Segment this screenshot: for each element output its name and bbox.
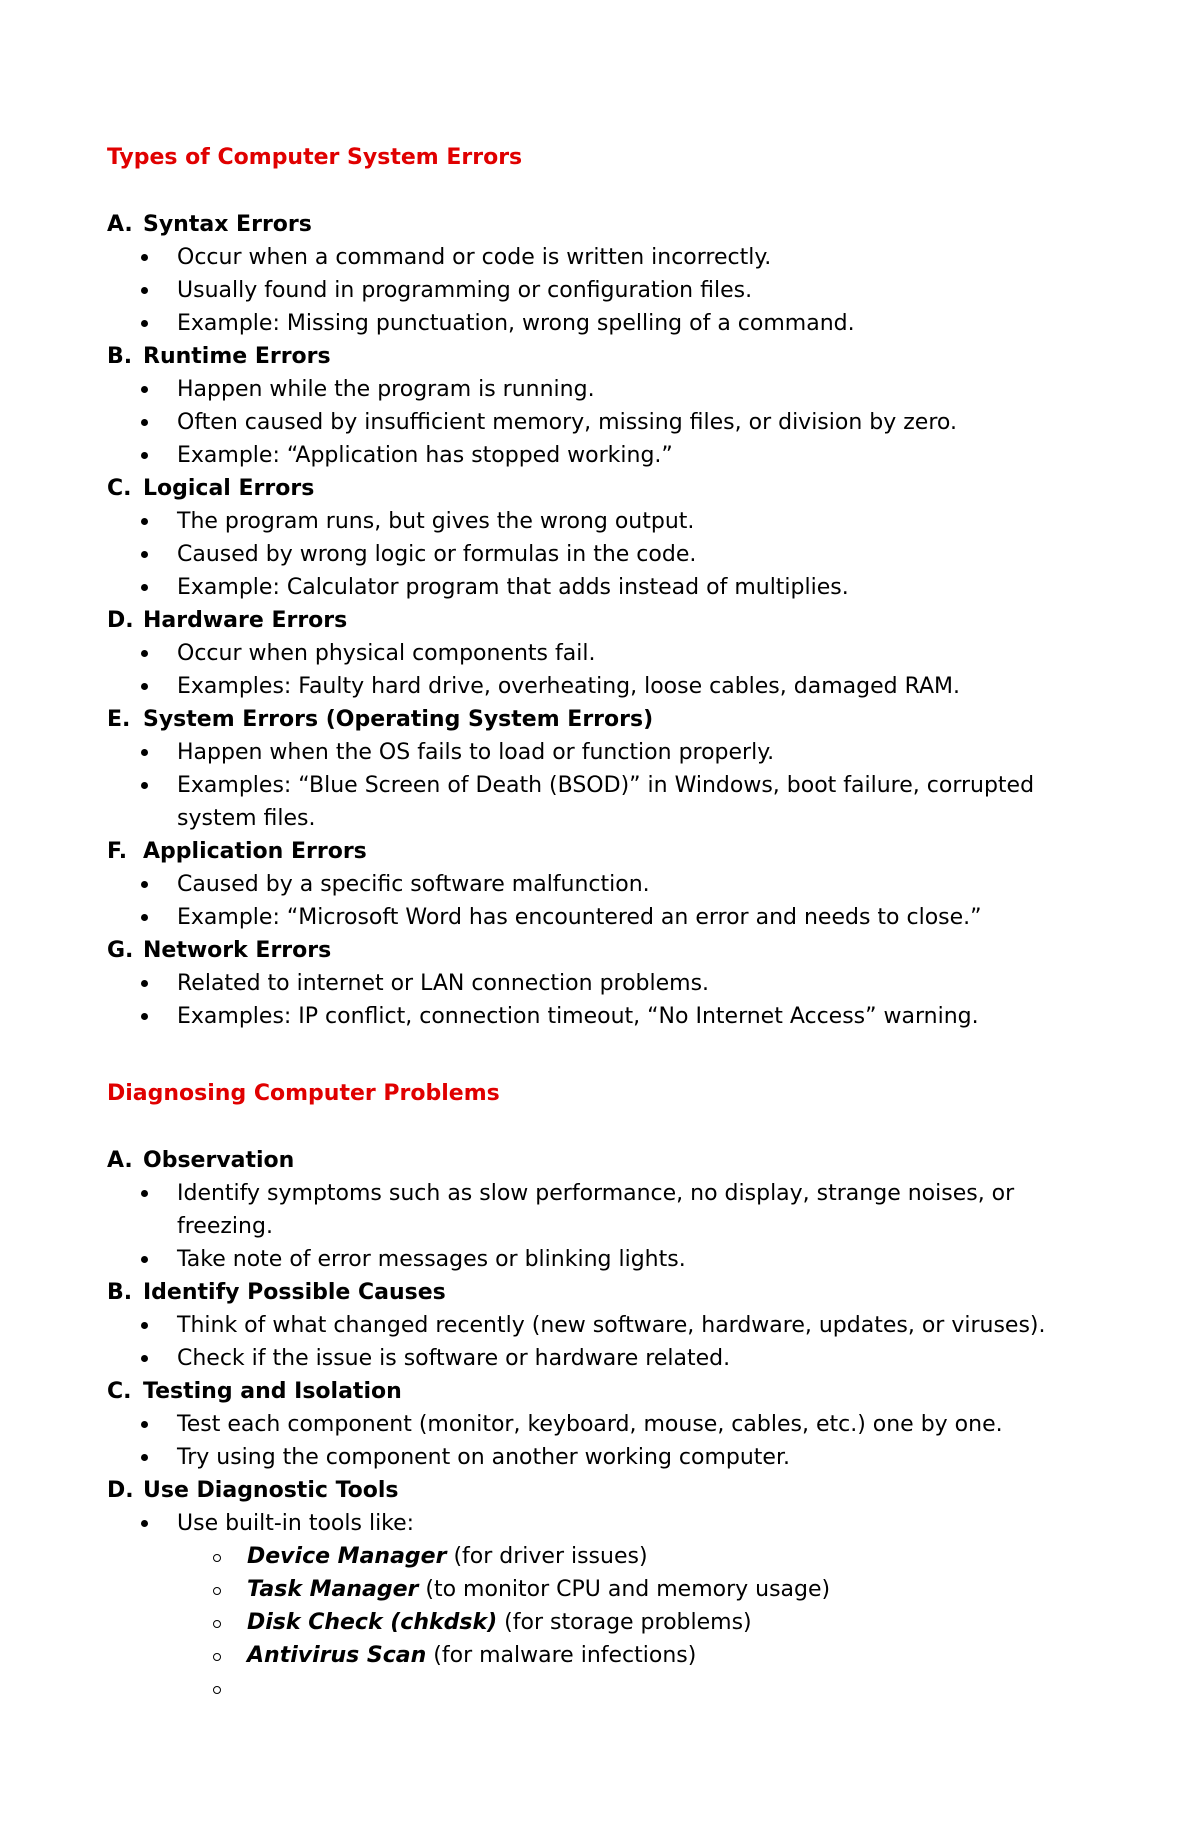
tool-name: Task Manager	[247, 1577, 419, 1602]
item-heading	[107, 703, 1107, 736]
item-heading	[107, 934, 1107, 967]
list-item-text: Try using the component on another working computer.	[177, 1445, 790, 1470]
errors-item-e	[107, 703, 1107, 835]
item-heading-text: Runtime Errors	[143, 344, 331, 369]
bullet-list	[107, 868, 1107, 934]
item-heading-text: Syntax Errors	[143, 212, 312, 237]
tool-description: (for storage problems)	[497, 1610, 752, 1635]
spacer	[107, 1110, 1107, 1144]
bullet-icon	[141, 419, 148, 426]
list-item-text: The program runs, but gives the wrong output.	[177, 509, 695, 534]
bullet-icon	[141, 1355, 148, 1362]
tool-item	[247, 1540, 1107, 1573]
list-item-text: Occur when physical components fail.	[177, 641, 596, 666]
list-item	[177, 538, 1107, 571]
tool-name: Antivirus Scan	[247, 1643, 427, 1668]
list-item	[177, 736, 1107, 769]
item-heading	[107, 1375, 1107, 1408]
item-heading	[107, 604, 1107, 637]
list-item	[177, 901, 1107, 934]
errors-item-g	[107, 934, 1107, 1033]
circle-bullet-icon	[213, 1554, 221, 1562]
bullet-icon	[141, 287, 148, 294]
bullet-icon	[141, 452, 148, 459]
bullet-list	[107, 505, 1107, 604]
item-letter: B.	[107, 1280, 133, 1305]
bullet-icon	[141, 320, 148, 327]
item-heading	[107, 208, 1107, 241]
diagnosing-item-d	[107, 1474, 1107, 1705]
list-item	[177, 505, 1107, 538]
bullet-icon	[141, 518, 148, 525]
list-item-text: Example: Calculator program that adds instead of multiplies.	[177, 575, 849, 600]
bullet-list	[107, 1507, 1107, 1705]
tool-item-empty	[247, 1672, 1107, 1705]
bullet-icon	[141, 1322, 148, 1329]
list-item-text: Caused by wrong logic or formulas in the code.	[177, 542, 697, 567]
errors-item-b	[107, 340, 1107, 472]
item-letter: E.	[107, 707, 131, 732]
bullet-icon	[141, 386, 148, 393]
item-heading-text: Testing and Isolation	[143, 1379, 402, 1404]
diagnosing-item-c	[107, 1375, 1107, 1474]
list-item-text: Take note of error messages or blinking lights.	[177, 1247, 686, 1272]
item-heading-text: Use Diagnostic Tools	[143, 1478, 399, 1503]
list-item-text: Use built-in tools like:	[177, 1511, 415, 1536]
errors-item-c	[107, 472, 1107, 604]
item-letter: G.	[107, 938, 134, 963]
bullet-icon	[141, 584, 148, 591]
list-item-text: Occur when a command or code is written incorrectly.	[177, 245, 772, 270]
list-item-text: Happen while the program is running.	[177, 377, 595, 402]
diagnosing-section-title: Diagnosing Computer Problems	[107, 1081, 500, 1106]
item-heading-text: System Errors (Operating System Errors)	[143, 707, 654, 732]
list-item-text: Often caused by insufficient memory, missing files, or division by zero.	[177, 410, 957, 435]
list-item-text: Think of what changed recently (new software, hardware, updates, or viruses).	[177, 1313, 1046, 1338]
list-item-text: Example: “Microsoft Word has encountered an error and needs to close.”	[177, 905, 982, 930]
list-item	[177, 868, 1107, 901]
bullet-icon	[141, 1520, 148, 1527]
bullet-icon	[141, 749, 148, 756]
list-item-text: Caused by a specific software malfunction.	[177, 872, 650, 897]
list-item	[177, 1177, 1107, 1243]
diagnosing-item-a	[107, 1144, 1107, 1276]
item-heading-text: Hardware Errors	[143, 608, 348, 633]
bullet-icon	[141, 650, 148, 657]
item-heading	[107, 1474, 1107, 1507]
item-heading	[107, 1276, 1107, 1309]
tool-item	[247, 1639, 1107, 1672]
errors-item-d	[107, 604, 1107, 703]
bullet-list	[107, 373, 1107, 472]
list-item	[177, 637, 1107, 670]
bullet-icon	[141, 1013, 148, 1020]
list-item	[177, 439, 1107, 472]
list-item	[177, 967, 1107, 1000]
item-letter: A.	[107, 212, 133, 237]
bullet-icon	[141, 254, 148, 261]
spacer	[107, 174, 1107, 208]
list-item	[177, 769, 1107, 835]
list-item-text: Examples: Faulty hard drive, overheating, loose cables, damaged RAM.	[177, 674, 960, 699]
bullet-icon	[141, 980, 148, 987]
item-letter: C.	[107, 476, 132, 501]
item-letter: F.	[107, 839, 128, 864]
tool-item	[247, 1573, 1107, 1606]
diagnosing-item-b	[107, 1276, 1107, 1375]
bullet-icon	[141, 551, 148, 558]
errors-item-a	[107, 208, 1107, 340]
document-content	[107, 142, 1107, 1705]
list-item-text: Usually found in programming or configuration files.	[177, 278, 753, 303]
bullet-icon	[141, 1454, 148, 1461]
tools-list	[177, 1540, 1107, 1705]
spacer	[107, 1033, 1107, 1078]
list-item	[177, 307, 1107, 340]
tool-description: (to monitor CPU and memory usage)	[418, 1577, 831, 1602]
tool-name: Disk Check (chkdsk)	[247, 1610, 498, 1635]
bullet-icon	[141, 1256, 148, 1263]
item-letter: D.	[107, 608, 134, 633]
bullet-icon	[141, 914, 148, 921]
list-item	[177, 1507, 1107, 1705]
bullet-list	[107, 736, 1107, 835]
list-item-text: Example: “Application has stopped working.”	[177, 443, 673, 468]
list-item	[177, 1342, 1107, 1375]
list-item-text: Examples: “Blue Screen of Death (BSOD)” in Windows, boot failure, corrupted system files.	[177, 773, 1035, 831]
tool-name: Device Manager	[247, 1544, 447, 1569]
list-item-text: Example: Missing punctuation, wrong spelling of a command.	[177, 311, 855, 336]
list-item-text: Check if the issue is software or hardware related.	[177, 1346, 731, 1371]
circle-bullet-icon	[213, 1653, 221, 1661]
bullet-list	[107, 241, 1107, 340]
item-heading-text: Network Errors	[143, 938, 332, 963]
list-item	[177, 1000, 1107, 1033]
circle-bullet-icon	[213, 1587, 221, 1595]
circle-bullet-icon	[213, 1620, 221, 1628]
bullet-list	[107, 1408, 1107, 1474]
errors-item-f	[107, 835, 1107, 934]
list-item-text: Examples: IP conflict, connection timeout, “No Internet Access” warning.	[177, 1004, 979, 1029]
list-item-text: Test each component (monitor, keyboard, mouse, cables, etc.) one by one.	[177, 1412, 1003, 1437]
bullet-icon	[141, 881, 148, 888]
list-item	[177, 1441, 1107, 1474]
item-letter: B.	[107, 344, 133, 369]
item-heading	[107, 1144, 1107, 1177]
tool-description: (for malware infections)	[426, 1643, 697, 1668]
list-item	[177, 670, 1107, 703]
bullet-list	[107, 967, 1107, 1033]
list-item	[177, 1309, 1107, 1342]
item-heading-text: Application Errors	[143, 839, 367, 864]
bullet-icon	[141, 1190, 148, 1197]
item-letter: A.	[107, 1148, 133, 1173]
list-item	[177, 1408, 1107, 1441]
list-item-text: Happen when the OS fails to load or function properly.	[177, 740, 775, 765]
list-item-text: Identify symptoms such as slow performance, no display, strange noises, or freezing.	[177, 1181, 1015, 1239]
item-heading	[107, 835, 1107, 868]
bullet-list	[107, 637, 1107, 703]
item-letter: C.	[107, 1379, 132, 1404]
list-item	[177, 571, 1107, 604]
list-item-text: Related to internet or LAN connection problems.	[177, 971, 710, 996]
bullet-list	[107, 1309, 1107, 1375]
bullet-icon	[141, 782, 148, 789]
list-item	[177, 241, 1107, 274]
list-item	[177, 274, 1107, 307]
item-letter: D.	[107, 1478, 134, 1503]
item-heading	[107, 340, 1107, 373]
item-heading-text: Observation	[143, 1148, 295, 1173]
item-heading-text: Logical Errors	[143, 476, 315, 501]
item-heading	[107, 472, 1107, 505]
bullet-list	[107, 1177, 1107, 1276]
list-item	[177, 1243, 1107, 1276]
bullet-icon	[141, 1421, 148, 1428]
tool-description: (for driver issues)	[446, 1544, 648, 1569]
list-item	[177, 373, 1107, 406]
list-item	[177, 406, 1107, 439]
circle-bullet-icon	[213, 1686, 221, 1694]
tool-item	[247, 1606, 1107, 1639]
bullet-icon	[141, 683, 148, 690]
errors-section-title: Types of Computer System Errors	[107, 145, 523, 170]
item-heading-text: Identify Possible Causes	[143, 1280, 446, 1305]
